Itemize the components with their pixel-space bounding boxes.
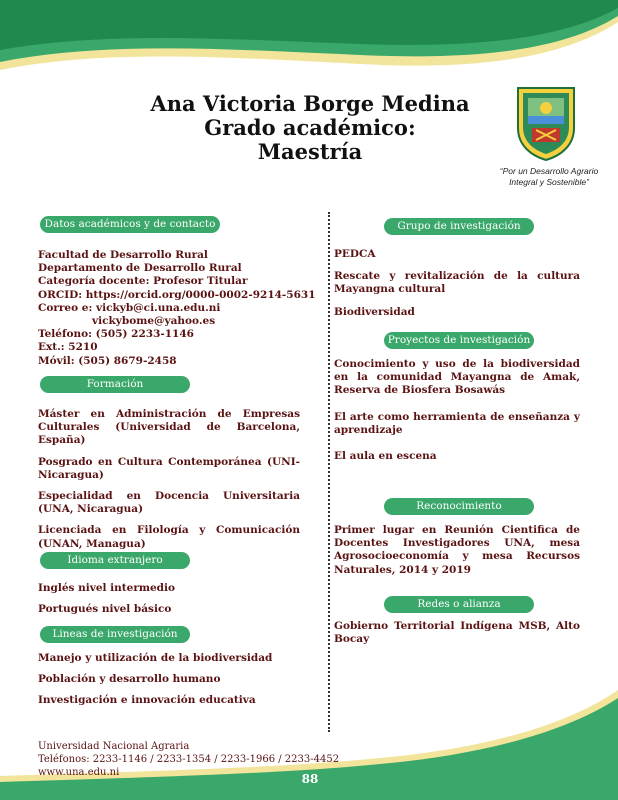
- formacion-item: Posgrado en Cultura Contemporánea (UNI-Nicaragua): [38, 455, 300, 481]
- formacion-item: Máster en Administración de Empresas Culturales (Universidad de Barcelona, España): [38, 408, 300, 447]
- section-title-idioma: Idioma extranjero: [40, 552, 190, 569]
- section-title-lineas: Lineas de investigación: [40, 626, 190, 643]
- proyecto-item: Conocimiento y uso de la biodiversidad en la comunidad Mayangna de Amak, Reserva de Biosfera Bosawás: [334, 358, 580, 397]
- datos-line: Facultad de Desarrollo Rural: [38, 249, 208, 261]
- linea-item: Población y desarrollo humano: [38, 673, 221, 686]
- linea-item: Manejo y utilización de la biodiversidad: [38, 652, 273, 664]
- section-title-redes: Redes o alianza: [384, 596, 534, 613]
- grupo-item: PEDCA: [334, 248, 376, 260]
- section-title-formacion: Formación: [40, 376, 190, 393]
- profile-header: [150, 92, 470, 164]
- proyecto-item: El arte como herramienta de enseñanza y aprendizaje: [334, 410, 580, 436]
- datos-list: [38, 249, 318, 368]
- datos-line: Categoría docente: Profesor Titular: [38, 275, 248, 288]
- proyecto-item: El aula en escena: [334, 450, 437, 463]
- redes-item: Gobierno Territorial Indígena MSB, Alto Bocay: [334, 620, 580, 646]
- redes-list: [334, 620, 580, 646]
- footer-institution: Universidad Nacional Agraria: [38, 741, 190, 752]
- proyectos-list: [334, 358, 580, 463]
- formacion-item: Especialidad en Docencia Universitaria (UNA, Nicaragua): [38, 490, 300, 516]
- footer-contact: [38, 740, 339, 779]
- datos-line: Ext.: 5210: [38, 341, 98, 354]
- university-motto: “Por un Desarrollo Agrario Integral y Sostenible”: [499, 166, 599, 187]
- reconocimiento-item: Primer lugar en Reunión Cientifica de Docentes Investigadores UNA, mesa Agrosocioeconomía y mesa Recursos Naturales, 2014 y 2019: [334, 524, 580, 576]
- column-divider: [328, 212, 330, 732]
- idioma-item: Portugués nivel básico: [38, 603, 172, 616]
- formacion-list: [38, 408, 300, 551]
- datos-line: ORCID: https://orcid.org/0000-0002-9214-5631: [38, 288, 316, 301]
- section-title-reconocimiento: Reconocimiento: [384, 498, 534, 515]
- datos-line: Correo e: vickyb@ci.una.edu.ni: [38, 301, 221, 314]
- grupo-item: Rescate y revitalización de la cultura Mayangna cultural: [334, 270, 580, 296]
- grupo-list: [334, 248, 580, 319]
- datos-line: vickybome@yahoo.es: [92, 315, 216, 328]
- datos-line: Departamento de Desarrollo Rural: [38, 262, 242, 275]
- section-title-proyectos: Proyectos de investigación: [384, 332, 534, 349]
- footer-phones: Teléfonos: 2233-1146 / 2233-1354 / 2233-1966 / 2233-4452: [38, 754, 340, 765]
- idioma-item: Inglés nivel intermedio: [38, 582, 175, 594]
- section-title-datos: Datos académicos y de contacto: [40, 216, 220, 233]
- section-title-grupo: Grupo de investigación: [384, 218, 534, 235]
- footer-website: www.una.edu.ni: [38, 767, 120, 778]
- grupo-item: Biodiversidad: [334, 305, 415, 318]
- formacion-item: Licenciada en Filología y Comunicación (UNAN, Managua): [38, 524, 300, 550]
- university-seal-logo: [514, 84, 578, 162]
- datos-line: Móvil: (505) 8679-2458: [38, 354, 177, 367]
- datos-line: Teléfono: (505) 2233-1146: [38, 328, 194, 341]
- reconocimiento-list: [334, 524, 580, 577]
- linea-item: Investigación e innovación educativa: [38, 694, 256, 707]
- page-number: 88: [301, 772, 319, 786]
- academic-degree: Grado académico: Maestría: [204, 115, 416, 164]
- person-name: Ana Victoria Borge Medina: [150, 91, 470, 116]
- top-wave-decoration: [0, 0, 618, 80]
- idioma-list: [38, 582, 300, 616]
